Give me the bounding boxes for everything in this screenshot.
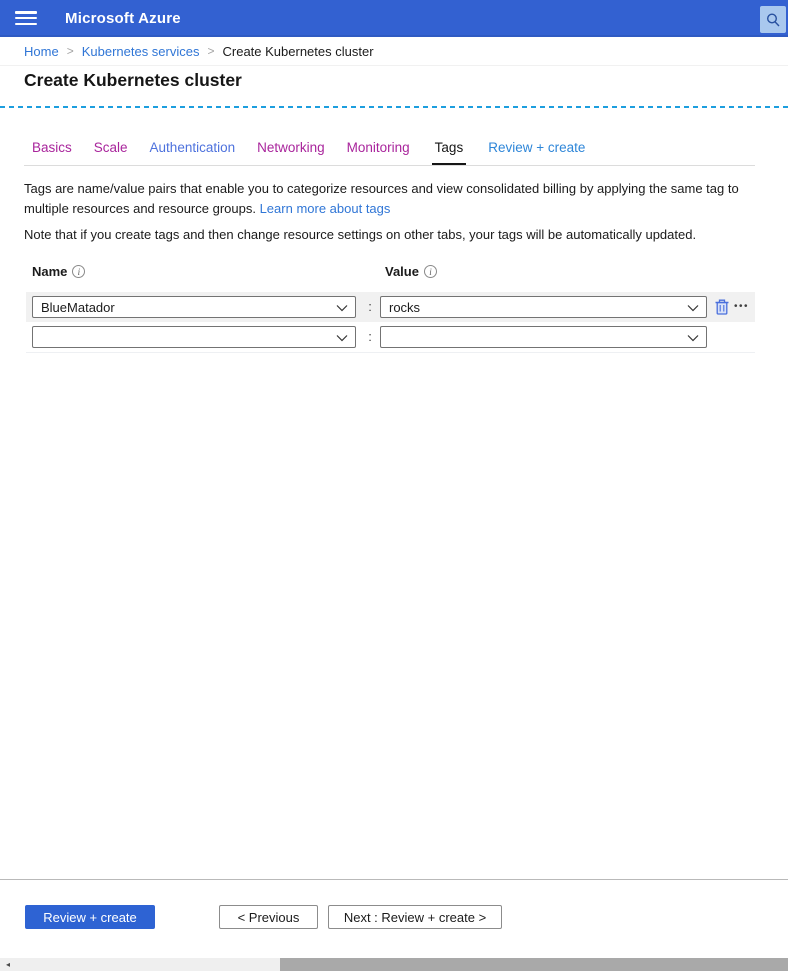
tag-name-value: BlueMatador — [41, 299, 115, 315]
hamburger-menu-icon[interactable] — [15, 11, 37, 25]
page-title: Create Kubernetes cluster — [24, 70, 242, 90]
top-bar — [0, 0, 788, 37]
name-header-label: Name — [32, 264, 68, 279]
pair-separator: : — [368, 299, 372, 314]
tabs-underline-rule — [24, 165, 755, 166]
info-icon[interactable]: i — [72, 265, 85, 278]
row-more-options-icon[interactable]: ••• — [734, 301, 750, 312]
previous-button[interactable]: < Previous — [219, 905, 318, 929]
breadcrumb-separator-icon: > — [207, 44, 215, 58]
tag-value-value: rocks — [389, 299, 421, 315]
tab-scale[interactable]: Scale — [93, 140, 128, 155]
breadcrumb-home[interactable]: Home — [24, 43, 59, 59]
search-icon — [765, 12, 781, 28]
breadcrumb-kubernetes-services[interactable]: Kubernetes services — [81, 43, 200, 59]
chevron-down-icon — [687, 303, 699, 313]
tag-name-dropdown[interactable] — [32, 296, 356, 318]
breadcrumb-current: Create Kubernetes cluster — [222, 43, 374, 59]
tag-value-dropdown[interactable] — [380, 326, 707, 348]
name-column-header — [32, 264, 85, 279]
tab-basics[interactable]: Basics — [32, 140, 72, 155]
tag-name-dropdown[interactable] — [32, 326, 356, 348]
tag-row — [26, 292, 755, 322]
delete-tag-icon[interactable] — [714, 298, 730, 316]
breadcrumb-separator-icon: > — [66, 44, 74, 58]
tab-authentication[interactable]: Authentication — [149, 140, 236, 155]
search-button[interactable] — [760, 6, 786, 33]
value-header-label: Value — [385, 264, 419, 279]
table-bottom-rule — [26, 352, 755, 353]
tags-note: Note that if you create tags and then change resource settings on other tabs, your tags will be automatically updated. — [24, 227, 697, 242]
dashed-divider — [0, 106, 788, 108]
chevron-down-icon — [336, 333, 348, 343]
review-create-button[interactable]: Review + create — [25, 905, 155, 929]
info-icon[interactable]: i — [424, 265, 437, 278]
chevron-down-icon — [687, 333, 699, 343]
tab-monitoring[interactable]: Monitoring — [346, 140, 410, 155]
app-title: Microsoft Azure — [65, 10, 181, 27]
footer-divider — [0, 879, 788, 880]
pair-separator: : — [368, 329, 372, 344]
tag-value-dropdown[interactable] — [380, 296, 707, 318]
tag-row — [26, 322, 755, 352]
breadcrumb — [0, 37, 788, 66]
value-column-header — [385, 264, 437, 279]
tab-review-create[interactable]: Review + create — [488, 140, 586, 155]
tab-strip — [32, 140, 585, 165]
tab-tags[interactable]: Tags — [432, 140, 467, 165]
tag-table-headers — [0, 264, 788, 282]
scrollbar-left-arrow-icon[interactable]: ◂ — [5, 960, 10, 969]
tags-description — [24, 179, 748, 218]
tags-description-text: Tags are name/value pairs that enable you to categorize resources and view consolidated billing by applying the same tag to multiple resources and resource groups. — [24, 181, 739, 216]
learn-more-link[interactable]: Learn more about tags — [259, 200, 391, 216]
scrollbar-thumb[interactable] — [280, 958, 788, 971]
horizontal-scrollbar[interactable] — [0, 958, 788, 971]
chevron-down-icon — [336, 303, 348, 313]
tab-networking[interactable]: Networking — [257, 140, 325, 155]
next-button[interactable]: Next : Review + create > — [328, 905, 502, 929]
